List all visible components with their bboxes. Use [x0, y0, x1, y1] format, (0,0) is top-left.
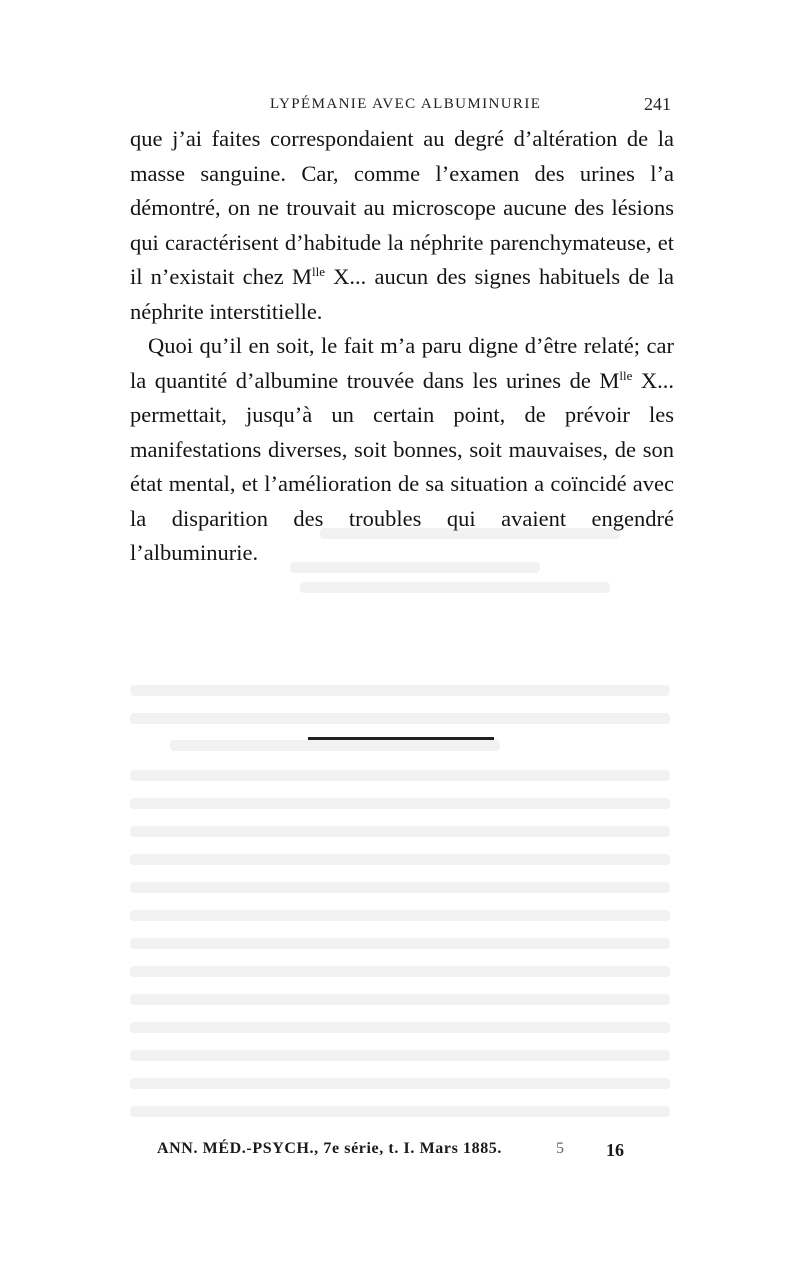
show-through-rule — [308, 737, 494, 740]
running-title: LYPÉMANIE AVEC ALBUMINURIE — [270, 96, 542, 112]
show-through-line — [130, 1078, 670, 1089]
show-through-line — [130, 1050, 670, 1061]
show-through-line — [130, 1106, 670, 1117]
show-through-line — [290, 562, 540, 573]
paragraph-2-part-1: Quoi qu’il en soit, le fait m’a paru digne d’être relaté; car la quantité d’albumine trouvée dans les urines de M — [130, 333, 674, 393]
show-through-line — [130, 882, 670, 893]
show-through-line — [130, 713, 670, 724]
show-through-line — [130, 966, 670, 977]
paragraph-1 — [130, 122, 674, 329]
paragraph-1-part-2: X... aucun des signes habituels de la néphrite interstitielle. — [130, 264, 675, 324]
show-through-line — [130, 826, 670, 837]
show-through-line — [170, 740, 500, 751]
paragraph-2-superscript: lle — [619, 367, 633, 383]
page-footer — [0, 1140, 800, 1164]
show-through-line — [130, 854, 670, 865]
paragraph-1-superscript: lle — [311, 264, 325, 279]
show-through-line — [320, 528, 620, 539]
footer-signature-mark: 5 — [556, 1140, 564, 1157]
show-through-line — [130, 994, 670, 1005]
running-head — [0, 96, 800, 116]
show-through-text — [120, 500, 680, 1140]
show-through-line — [130, 910, 670, 921]
footer-signature-number: 16 — [606, 1140, 624, 1160]
show-through-line — [130, 938, 670, 949]
page-number: 241 — [644, 94, 671, 114]
show-through-line — [300, 582, 610, 593]
show-through-line — [130, 1022, 670, 1033]
paragraph-2-part-2: X... permettait, jusqu’à un certain point, de prévoir les manifestations diverses, soit bonnes, soit mauvaises, de son état mental, et l’amélioration de sa situation a coïncidé avec la disparition des troubles qui avaient engendré l’albuminurie. — [130, 367, 674, 565]
footer-journal: ANN. MÉD.-PSYCH., 7e série, t. I. Mars 1885. — [157, 1140, 503, 1157]
show-through-line — [130, 770, 670, 781]
show-through-line — [130, 798, 670, 809]
paragraph-1-part-1: que j’ai faites correspondaient au degré d’altération de la masse sanguine. Car, comme l’examen des urines l’a démontré, on ne trouvait au microscope aucune des lésions qui caractérisent d’habitude la néphrite parenchymateuse, et il n’existait chez M — [130, 126, 674, 289]
show-through-line — [130, 685, 670, 696]
